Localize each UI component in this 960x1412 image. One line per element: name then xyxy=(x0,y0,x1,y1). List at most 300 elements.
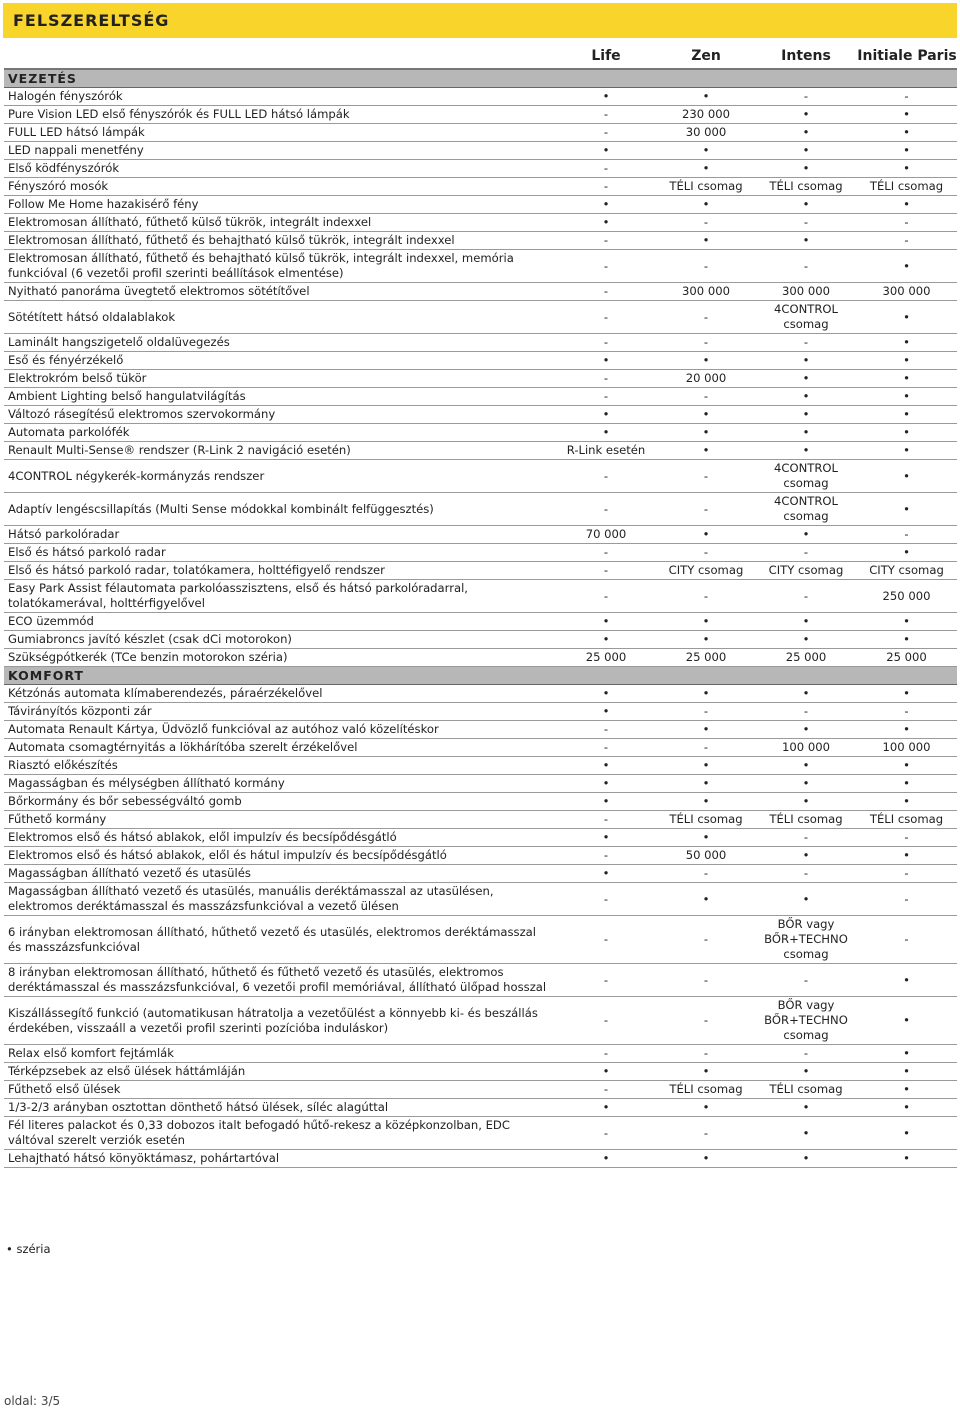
availability-cell: - xyxy=(656,1045,756,1063)
availability-cell: - xyxy=(756,964,856,997)
availability-cell: • xyxy=(556,829,656,847)
section-title: VEZETÉS xyxy=(4,69,957,88)
availability-cell: - xyxy=(756,1045,856,1063)
availability-cell: • xyxy=(756,847,856,865)
availability-cell: • xyxy=(856,964,957,997)
availability-cell: 230 000 xyxy=(656,106,756,124)
availability-cell: • xyxy=(656,352,756,370)
availability-cell: - xyxy=(556,232,656,250)
table-row xyxy=(4,352,957,370)
availability-cell: • xyxy=(856,442,957,460)
availability-cell: • xyxy=(856,406,957,424)
availability-cell: - xyxy=(656,739,756,757)
availability-cell: 50 000 xyxy=(656,847,756,865)
availability-cell: - xyxy=(856,703,957,721)
availability-cell: • xyxy=(856,334,957,352)
availability-cell: • xyxy=(756,721,856,739)
table-row xyxy=(4,685,957,703)
availability-cell: • xyxy=(756,685,856,703)
table-row xyxy=(4,811,957,829)
availability-cell: • xyxy=(556,88,656,106)
availability-cell: • xyxy=(856,721,957,739)
availability-cell: CITY csomag xyxy=(756,562,856,580)
column-header-initiale-paris: Initiale Paris xyxy=(857,48,957,64)
availability-cell: 100 000 xyxy=(856,739,957,757)
table-row xyxy=(4,916,957,964)
availability-cell: • xyxy=(656,160,756,178)
availability-cell: R-Link esetén xyxy=(556,442,656,460)
availability-cell: • xyxy=(556,1099,656,1117)
availability-cell: • xyxy=(756,1150,856,1168)
feature-label: Kétzónás automata klímaberendezés, páraérzékelővel xyxy=(4,685,556,703)
feature-label: Automata csomagtérnyitás a lökhárítóba szerelt érzékelővel xyxy=(4,739,556,757)
availability-cell: - xyxy=(656,1117,756,1150)
table-row xyxy=(4,793,957,811)
availability-cell: - xyxy=(556,916,656,964)
table-row xyxy=(4,493,957,526)
availability-cell: - xyxy=(656,580,756,613)
availability-cell: - xyxy=(556,160,656,178)
table-row xyxy=(4,997,957,1045)
feature-label: 8 irányban elektromosan állítható, hűthető és fűthető vezető és utasülés, elektromos deréktámasszal és masszázsfunkcióval, 6 vezetői profil memóriával, állítható ülőpad hosszal xyxy=(4,964,556,997)
availability-cell: • xyxy=(656,424,756,442)
availability-cell: - xyxy=(656,214,756,232)
availability-cell: CITY csomag xyxy=(856,562,957,580)
table-row xyxy=(4,613,957,631)
feature-label: Adaptív lengéscsillapítás (Multi Sense módokkal kombinált felfüggesztés) xyxy=(4,493,556,526)
availability-cell: - xyxy=(856,214,957,232)
availability-cell: TÉLI csomag xyxy=(856,178,957,196)
table-row xyxy=(4,88,957,106)
availability-cell: TÉLI csomag xyxy=(656,1081,756,1099)
availability-cell: • xyxy=(656,775,756,793)
feature-label: Automata Renault Kártya, Üdvözlő funkcióval az autóhoz való közelítéskor xyxy=(4,721,556,739)
availability-cell: BŐR vagy BŐR+TECHNO csomag xyxy=(756,997,856,1045)
availability-cell: • xyxy=(756,142,856,160)
feature-label: Fűthető kormány xyxy=(4,811,556,829)
page-title: FELSZERELTSÉG xyxy=(13,11,170,30)
availability-cell: • xyxy=(656,1150,756,1168)
table-row xyxy=(4,232,957,250)
availability-cell: 300 000 xyxy=(856,283,957,301)
table-row xyxy=(4,388,957,406)
table-row xyxy=(4,703,957,721)
availability-cell: • xyxy=(756,232,856,250)
feature-label: Fűthető első ülések xyxy=(4,1081,556,1099)
availability-cell: TÉLI csomag xyxy=(756,178,856,196)
availability-cell: • xyxy=(656,1099,756,1117)
availability-cell: - xyxy=(556,1045,656,1063)
availability-cell: • xyxy=(856,424,957,442)
availability-cell: - xyxy=(856,865,957,883)
availability-cell: • xyxy=(756,775,856,793)
availability-cell: • xyxy=(756,160,856,178)
table-row xyxy=(4,775,957,793)
availability-cell: • xyxy=(856,631,957,649)
availability-cell: - xyxy=(756,214,856,232)
availability-cell: • xyxy=(756,883,856,916)
availability-cell: 70 000 xyxy=(556,526,656,544)
availability-cell: BŐR vagy BŐR+TECHNO csomag xyxy=(756,916,856,964)
availability-cell: - xyxy=(556,370,656,388)
table-row xyxy=(4,739,957,757)
availability-cell: • xyxy=(556,196,656,214)
feature-label: Riasztó előkészítés xyxy=(4,757,556,775)
legend xyxy=(6,1242,51,1256)
availability-cell: - xyxy=(756,829,856,847)
availability-cell: • xyxy=(756,124,856,142)
availability-cell: 25 000 xyxy=(656,649,756,667)
page-number: oldal: 3/5 xyxy=(4,1394,61,1408)
table-row xyxy=(4,1117,957,1150)
availability-cell: • xyxy=(856,493,957,526)
availability-cell: • xyxy=(656,88,756,106)
availability-cell: • xyxy=(656,142,756,160)
feature-label: Elektromosan állítható, fűthető és behajtható külső tükrök, integrált indexxel xyxy=(4,232,556,250)
table-row xyxy=(4,1045,957,1063)
availability-cell: • xyxy=(756,631,856,649)
feature-label: Távirányítós központi zár xyxy=(4,703,556,721)
availability-cell: • xyxy=(556,631,656,649)
feature-label: LED nappali menetfény xyxy=(4,142,556,160)
availability-cell: - xyxy=(556,301,656,334)
availability-cell: 300 000 xyxy=(656,283,756,301)
availability-cell: - xyxy=(656,703,756,721)
availability-cell: 100 000 xyxy=(756,739,856,757)
table-row xyxy=(4,370,957,388)
availability-cell: • xyxy=(856,196,957,214)
feature-label: Elektromosan állítható, fűthető külső tükrök, integrált indexxel xyxy=(4,214,556,232)
availability-cell: - xyxy=(556,721,656,739)
feature-label: 4CONTROL négykerék-kormányzás rendszer xyxy=(4,460,556,493)
availability-cell: • xyxy=(856,388,957,406)
table-row xyxy=(4,442,957,460)
table-row xyxy=(4,721,957,739)
availability-cell: - xyxy=(756,703,856,721)
feature-label: Szükségpótkerék (TCe benzin motorokon széria) xyxy=(4,649,556,667)
availability-cell: • xyxy=(856,460,957,493)
availability-cell: • xyxy=(756,526,856,544)
column-header-life: Life xyxy=(591,48,621,64)
availability-cell: • xyxy=(556,793,656,811)
availability-cell: • xyxy=(856,1081,957,1099)
feature-label: Elektromos első és hátsó ablakok, elől és hátul impulzív és becsípődésgátló xyxy=(4,847,556,865)
availability-cell: • xyxy=(856,685,957,703)
availability-cell: • xyxy=(856,1150,957,1168)
feature-label: Kiszállássegítő funkció (automatikusan hátratolja a vezetőülést a könnyebb ki- és beszállás érdekében, visszaáll a vezetői profil szerinti pozícióba induláskor) xyxy=(4,997,556,1045)
availability-cell: - xyxy=(656,964,756,997)
feature-label: FULL LED hátsó lámpák xyxy=(4,124,556,142)
section-header xyxy=(4,69,957,88)
availability-cell: - xyxy=(556,1081,656,1099)
table-row xyxy=(4,865,957,883)
availability-cell: 25 000 xyxy=(756,649,856,667)
availability-cell: • xyxy=(856,124,957,142)
table-row xyxy=(4,964,957,997)
feature-label: Renault Multi-Sense® rendszer (R-Link 2 navigáció esetén) xyxy=(4,442,556,460)
availability-cell: • xyxy=(756,613,856,631)
availability-cell: • xyxy=(856,847,957,865)
availability-cell: - xyxy=(556,460,656,493)
legend-bullet: • xyxy=(6,1242,13,1256)
availability-cell: • xyxy=(856,1063,957,1081)
feature-label: Hátsó parkolóradar xyxy=(4,526,556,544)
availability-cell: • xyxy=(856,1045,957,1063)
feature-label: 6 irányban elektromosan állítható, hűthető vezető és utasülés, elektromos deréktámasszal és masszázsfunkcióval xyxy=(4,916,556,964)
availability-cell: - xyxy=(856,88,957,106)
feature-label: Eső és fényérzékelő xyxy=(4,352,556,370)
table-row xyxy=(4,424,957,442)
availability-cell: • xyxy=(656,793,756,811)
table-row xyxy=(4,526,957,544)
title-banner xyxy=(3,3,957,38)
table-row xyxy=(4,1099,957,1117)
table-row xyxy=(4,406,957,424)
table-row xyxy=(4,178,957,196)
availability-cell: • xyxy=(656,232,756,250)
feature-label: Halogén fényszórók xyxy=(4,88,556,106)
availability-cell: • xyxy=(556,352,656,370)
equipment-table xyxy=(4,68,957,1168)
feature-label: Laminált hangszigetelő oldalüvegezés xyxy=(4,334,556,352)
availability-cell: - xyxy=(556,997,656,1045)
availability-cell: TÉLI csomag xyxy=(756,811,856,829)
feature-label: Első és hátsó parkoló radar, tolatókamera, holttéfigyelő rendszer xyxy=(4,562,556,580)
feature-label: Lehajtható hátsó könyöktámasz, pohártartóval xyxy=(4,1150,556,1168)
availability-cell: • xyxy=(556,1150,656,1168)
availability-cell: - xyxy=(556,388,656,406)
availability-cell: - xyxy=(856,883,957,916)
availability-cell: - xyxy=(656,865,756,883)
availability-cell: • xyxy=(756,196,856,214)
availability-cell: - xyxy=(556,739,656,757)
availability-cell: • xyxy=(856,301,957,334)
availability-cell: • xyxy=(856,1099,957,1117)
feature-label: Első ködfényszórók xyxy=(4,160,556,178)
availability-cell: - xyxy=(556,283,656,301)
availability-cell: • xyxy=(856,142,957,160)
table-row xyxy=(4,757,957,775)
column-headers xyxy=(0,48,960,68)
availability-cell: - xyxy=(656,916,756,964)
availability-cell: • xyxy=(656,685,756,703)
availability-cell: • xyxy=(556,685,656,703)
feature-label: Elektromos első és hátsó ablakok, elől impulzív és becsípődésgátló xyxy=(4,829,556,847)
availability-cell: - xyxy=(656,544,756,562)
feature-label: Pure Vision LED első fényszórók és FULL LED hátsó lámpák xyxy=(4,106,556,124)
table-row xyxy=(4,283,957,301)
feature-label: Változó rásegítésű elektromos szervokormány xyxy=(4,406,556,424)
table-row xyxy=(4,214,957,232)
availability-cell: 4CONTROL csomag xyxy=(756,460,856,493)
availability-cell: TÉLI csomag xyxy=(656,811,756,829)
availability-cell: • xyxy=(756,1117,856,1150)
availability-cell: - xyxy=(656,997,756,1045)
availability-cell: 250 000 xyxy=(856,580,957,613)
availability-cell: - xyxy=(556,334,656,352)
table-row xyxy=(4,1081,957,1099)
availability-cell: • xyxy=(856,160,957,178)
availability-cell: • xyxy=(756,793,856,811)
availability-cell: • xyxy=(756,106,856,124)
feature-label: Elektromosan állítható, fűthető és behajtható külső tükrök, integrált indexxel, memória funkcióval (6 vezetői profil szerinti beállítások elmentése) xyxy=(4,250,556,283)
feature-label: Nyitható panoráma üvegtető elektromos sötétítővel xyxy=(4,283,556,301)
feature-label: Relax első komfort fejtámlák xyxy=(4,1045,556,1063)
availability-cell: • xyxy=(556,142,656,160)
section-title: KOMFORT xyxy=(4,667,957,685)
availability-cell: • xyxy=(656,721,756,739)
feature-label: Első és hátsó parkoló radar xyxy=(4,544,556,562)
feature-label: Térképzsebek az első ülések háttámláján xyxy=(4,1063,556,1081)
table-row xyxy=(4,250,957,283)
availability-cell: • xyxy=(656,442,756,460)
availability-cell: - xyxy=(556,811,656,829)
availability-cell: - xyxy=(856,916,957,964)
availability-cell: - xyxy=(756,334,856,352)
availability-cell: - xyxy=(756,865,856,883)
availability-cell: - xyxy=(556,544,656,562)
availability-cell: - xyxy=(756,544,856,562)
availability-cell: - xyxy=(756,88,856,106)
availability-cell: - xyxy=(656,301,756,334)
table-row xyxy=(4,1063,957,1081)
feature-label: Magasságban állítható vezető és utasülés, manuális deréktámasszal az utasülésen, elektromos deréktámasszal és masszázsfunkcióval a vezető ülésen xyxy=(4,883,556,916)
availability-cell: - xyxy=(656,493,756,526)
table-row xyxy=(4,301,957,334)
availability-cell: 20 000 xyxy=(656,370,756,388)
availability-cell: • xyxy=(556,703,656,721)
availability-cell: • xyxy=(656,757,756,775)
availability-cell: • xyxy=(656,526,756,544)
availability-cell: 25 000 xyxy=(856,649,957,667)
availability-cell: • xyxy=(856,370,957,388)
availability-cell: 4CONTROL csomag xyxy=(756,493,856,526)
feature-label: Automata parkolófék xyxy=(4,424,556,442)
availability-cell: • xyxy=(756,352,856,370)
availability-cell: - xyxy=(756,580,856,613)
availability-cell: 25 000 xyxy=(556,649,656,667)
table-row xyxy=(4,883,957,916)
feature-label: Fél literes palackot és 0,33 dobozos italt befogadó hűtő-rekesz a középkonzolban, EDC váltóval szerelt verziók esetén xyxy=(4,1117,556,1150)
column-header-zen: Zen xyxy=(691,48,721,64)
availability-cell: - xyxy=(656,460,756,493)
availability-cell: • xyxy=(856,544,957,562)
availability-cell: 4CONTROL csomag xyxy=(756,301,856,334)
availability-cell: • xyxy=(856,997,957,1045)
availability-cell: • xyxy=(556,865,656,883)
availability-cell: - xyxy=(556,964,656,997)
availability-cell: • xyxy=(856,250,957,283)
availability-cell: • xyxy=(556,775,656,793)
table-row xyxy=(4,106,957,124)
availability-cell: 300 000 xyxy=(756,283,856,301)
feature-label: Follow Me Home hazakisérő fény xyxy=(4,196,556,214)
feature-label: Magasságban és mélységben állítható kormány xyxy=(4,775,556,793)
availability-cell: - xyxy=(556,124,656,142)
availability-cell: • xyxy=(556,613,656,631)
feature-label: Ambient Lighting belső hangulatvilágítás xyxy=(4,388,556,406)
legend-text: széria xyxy=(16,1242,51,1256)
section-header xyxy=(4,667,957,685)
availability-cell: • xyxy=(556,757,656,775)
table-row xyxy=(4,631,957,649)
availability-cell: • xyxy=(856,1117,957,1150)
table-row xyxy=(4,580,957,613)
table-row xyxy=(4,1150,957,1168)
availability-cell: 30 000 xyxy=(656,124,756,142)
availability-cell: • xyxy=(656,196,756,214)
table-row xyxy=(4,544,957,562)
availability-cell: - xyxy=(556,250,656,283)
feature-label: Sötétített hátsó oldalablakok xyxy=(4,301,556,334)
table-row xyxy=(4,847,957,865)
feature-label: Fényszóró mosók xyxy=(4,178,556,196)
availability-cell: - xyxy=(856,526,957,544)
feature-label: ECO üzemmód xyxy=(4,613,556,631)
availability-cell: • xyxy=(856,793,957,811)
table-row xyxy=(4,196,957,214)
availability-cell: - xyxy=(756,250,856,283)
table-row xyxy=(4,124,957,142)
availability-cell: - xyxy=(556,1117,656,1150)
availability-cell: • xyxy=(756,406,856,424)
availability-cell: TÉLI csomag xyxy=(656,178,756,196)
table-row xyxy=(4,160,957,178)
availability-cell: • xyxy=(856,106,957,124)
feature-label: Gumiabroncs javító készlet (csak dCi motorokon) xyxy=(4,631,556,649)
availability-cell: • xyxy=(656,613,756,631)
availability-cell: CITY csomag xyxy=(656,562,756,580)
availability-cell: • xyxy=(556,406,656,424)
availability-cell: • xyxy=(656,883,756,916)
availability-cell: • xyxy=(756,1063,856,1081)
availability-cell: TÉLI csomag xyxy=(856,811,957,829)
availability-cell: - xyxy=(656,388,756,406)
feature-label: Magasságban állítható vezető és utasülés xyxy=(4,865,556,883)
availability-cell: • xyxy=(856,352,957,370)
feature-label: Bőrkormány és bőr sebességváltó gomb xyxy=(4,793,556,811)
availability-cell: - xyxy=(856,232,957,250)
availability-cell: • xyxy=(556,424,656,442)
availability-cell: TÉLI csomag xyxy=(756,1081,856,1099)
availability-cell: • xyxy=(756,370,856,388)
availability-cell: - xyxy=(556,178,656,196)
table-row xyxy=(4,649,957,667)
availability-cell: • xyxy=(756,1099,856,1117)
availability-cell: • xyxy=(656,631,756,649)
availability-cell: - xyxy=(556,847,656,865)
availability-cell: • xyxy=(556,214,656,232)
availability-cell: • xyxy=(856,613,957,631)
availability-cell: • xyxy=(656,1063,756,1081)
availability-cell: - xyxy=(556,493,656,526)
availability-cell: - xyxy=(856,829,957,847)
table-row xyxy=(4,562,957,580)
availability-cell: - xyxy=(556,562,656,580)
table-row xyxy=(4,829,957,847)
table-row xyxy=(4,142,957,160)
availability-cell: • xyxy=(656,829,756,847)
availability-cell: • xyxy=(556,1063,656,1081)
availability-cell: • xyxy=(856,757,957,775)
feature-label: 1/3-2/3 arányban osztottan dönthető hátsó ülések, síléc alagúttal xyxy=(4,1099,556,1117)
feature-label: Elektrokróm belső tükör xyxy=(4,370,556,388)
table-row xyxy=(4,334,957,352)
availability-cell: • xyxy=(856,775,957,793)
availability-cell: - xyxy=(556,106,656,124)
feature-label: Easy Park Assist félautomata parkolóasszisztens, első és hátsó parkolóradarral, tolatókamerával, holttérfigyelővel xyxy=(4,580,556,613)
availability-cell: • xyxy=(656,406,756,424)
